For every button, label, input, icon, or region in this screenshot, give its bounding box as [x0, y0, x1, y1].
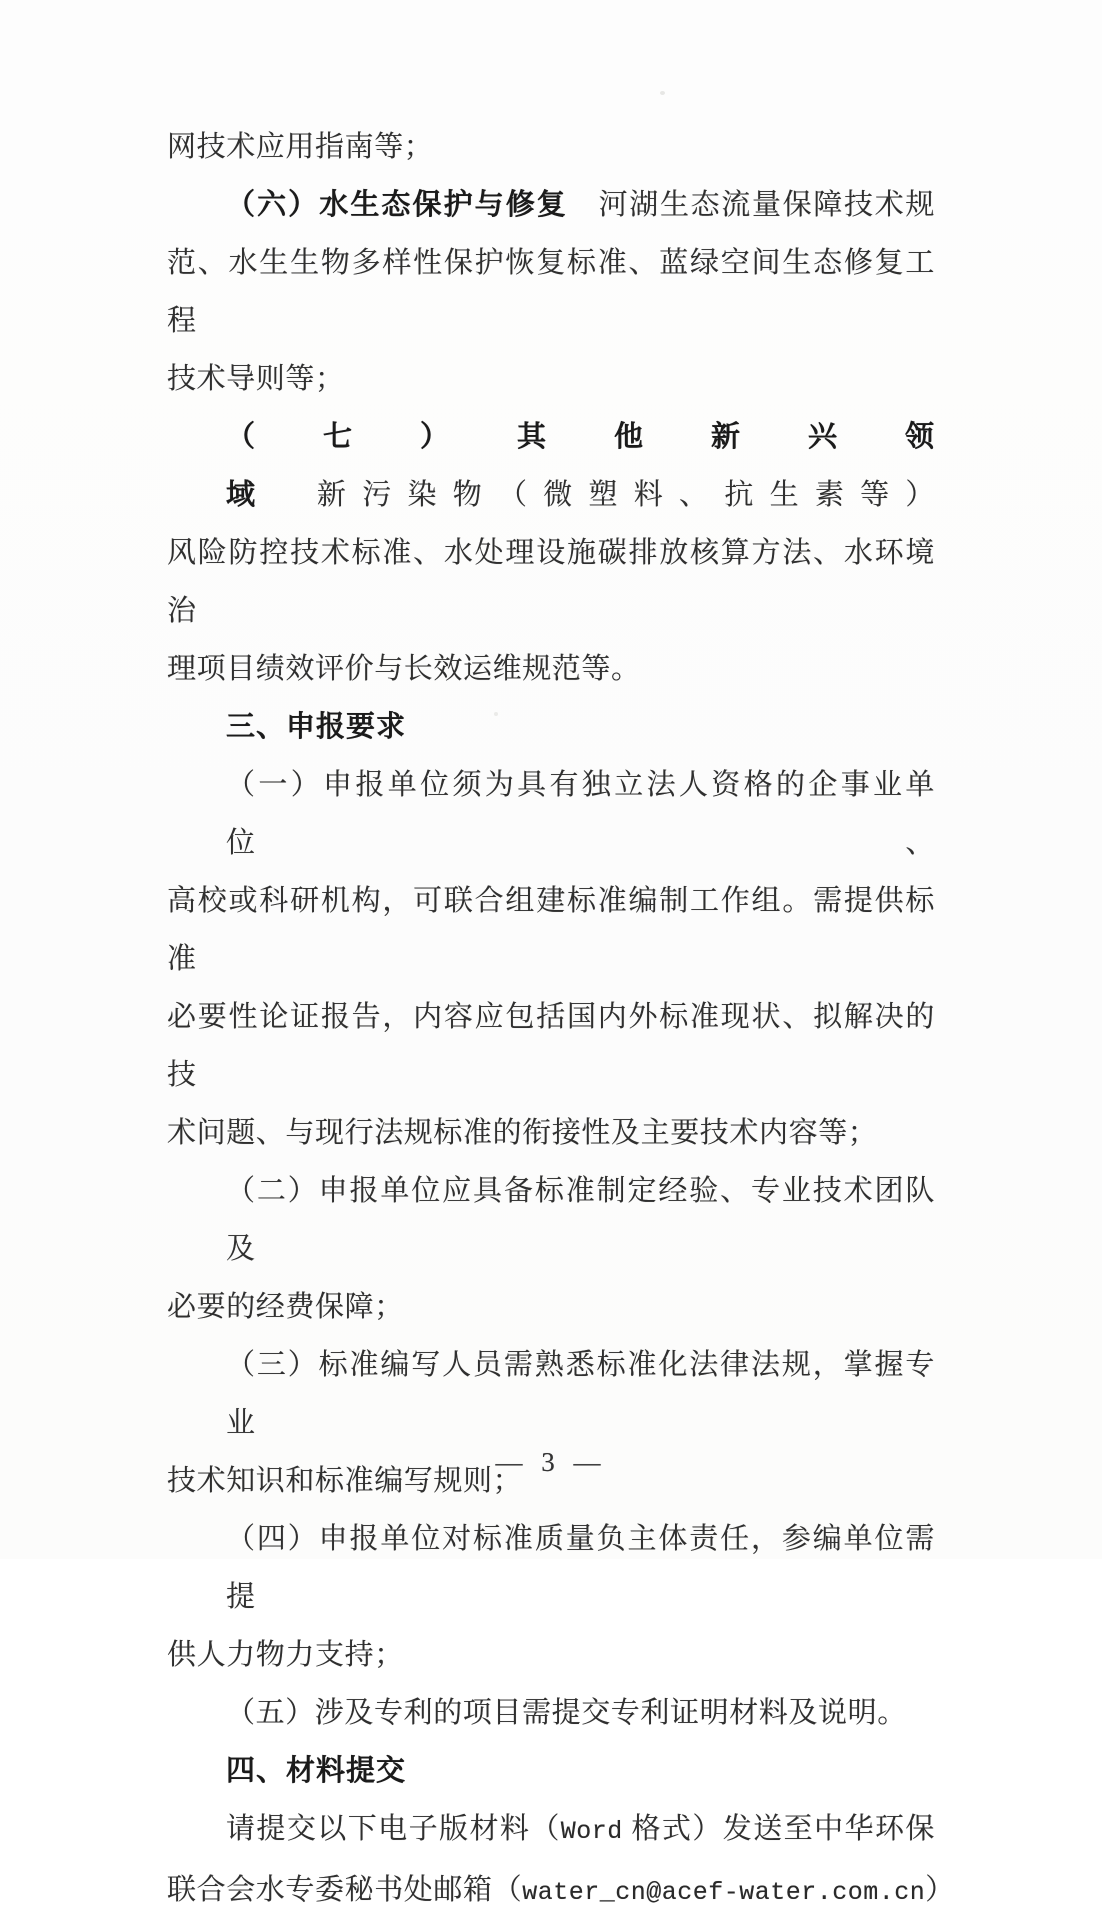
body-text: 格式）发送至中华环保 [622, 1813, 935, 1845]
body-text: （二）申报单位应具备标准制定经验、专业技术团队及 [226, 1175, 935, 1265]
item-4-last-line [167, 1626, 935, 1684]
body-text: 河湖生态流量保障技术规 [567, 189, 935, 221]
body-text: 供人力物力支持； [167, 1639, 404, 1671]
body-text: 网技术应用指南等； [167, 131, 434, 163]
item-2-first-line [167, 1162, 935, 1278]
item-1-line-2 [167, 872, 935, 988]
body-text: （五）涉及专利的项目需提交专利证明材料及说明。 [226, 1697, 907, 1729]
body-text: 新污染物（微塑料、抗生素等） [271, 479, 935, 511]
item-1-line-3 [167, 988, 935, 1104]
body-text: 术问题、与现行法规标准的衔接性及主要技术内容等； [167, 1117, 878, 1149]
section-7-line-2 [167, 524, 935, 640]
item-5-line [167, 1684, 935, 1742]
body-text: 风险防控技术标准、水处理设施碳排放核算方法、水环境治 [167, 537, 935, 627]
body-text: （三）标准编写人员需熟悉标准化法律法规，掌握专业 [226, 1349, 935, 1439]
word-format-text: Word [560, 1817, 623, 1846]
heading-section-3 [167, 698, 935, 756]
document-text-block [167, 118, 955, 1922]
email-address-text: water_cn@acef-water.com.cn [522, 1878, 926, 1907]
heading-text: 三、申报要求 [226, 711, 407, 743]
body-text: 技术知识和标准编写规则； [167, 1465, 523, 1497]
body-text: 请提交以下电子版材料（ [226, 1813, 561, 1845]
body-text: ） [925, 1874, 955, 1906]
paragraph-continuation-line [167, 118, 935, 176]
body-text: 联合会水专委秘书处邮箱（ [167, 1874, 523, 1906]
section-7-last-line [167, 640, 935, 698]
body-text: 技术导则等； [167, 363, 345, 395]
page-number: — 3 — [495, 1447, 607, 1477]
item-4-first-line [167, 1510, 935, 1626]
section-6-label: （六）水生态保护与修复 [226, 189, 568, 221]
body-text: 高校或科研机构，可联合组建标准编制工作组。需提供标准 [167, 885, 935, 975]
body-text: （四）申报单位对标准质量负主体责任，参编单位需提 [226, 1523, 935, 1613]
section-6-first-line [167, 176, 935, 234]
section-7-first-line [167, 408, 935, 524]
item-1-last-line [167, 1104, 935, 1162]
body-text: 必要性论证报告，内容应包括国内外标准现状、拟解决的技 [167, 1001, 935, 1091]
body-text: 范、水生生物多样性保护恢复标准、蓝绿空间生态修复工程 [167, 247, 935, 337]
section-6-last-line [167, 350, 935, 408]
item-1-first-line [167, 756, 935, 872]
body-text: （一）申报单位须为具有独立法人资格的企事业单位、 [226, 769, 935, 859]
item-2-last-line [167, 1278, 935, 1336]
submission-first-line [167, 1800, 935, 1861]
heading-section-4 [167, 1742, 935, 1800]
submission-email-line [167, 1861, 955, 1922]
item-3-first-line [167, 1336, 935, 1452]
section-6-line-2 [167, 234, 935, 350]
scan-speckle [660, 91, 665, 95]
body-text: 必要的经费保障； [167, 1291, 404, 1323]
body-text: 理项目绩效评价与长效运维规范等。 [167, 653, 641, 685]
section-7-label: （七）其他新兴领域 [226, 421, 935, 511]
heading-text: 四、材料提交 [226, 1755, 407, 1787]
